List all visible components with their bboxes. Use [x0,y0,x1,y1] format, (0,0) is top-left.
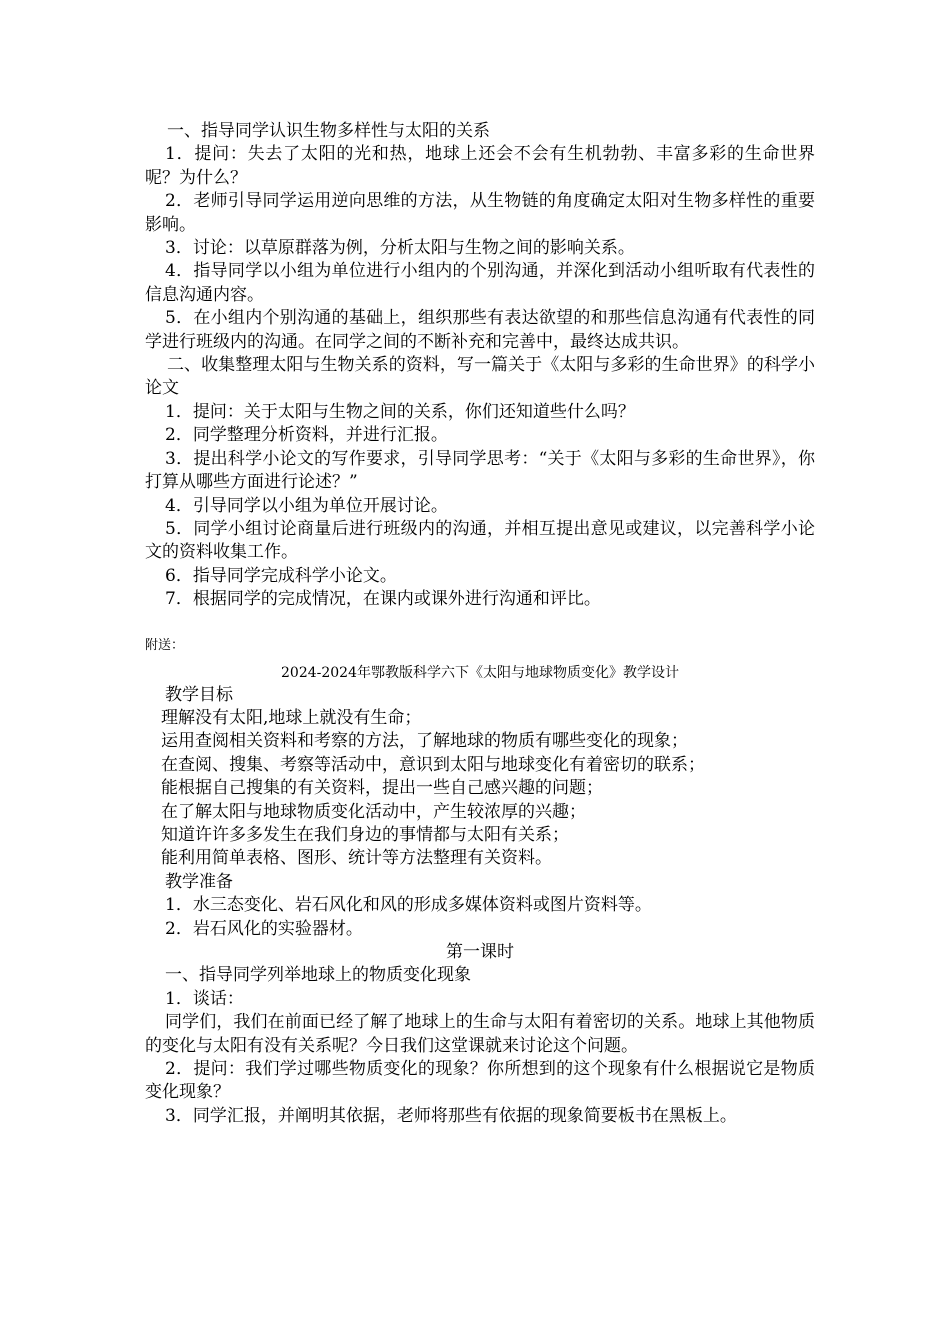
goal-item: 知道许许多多发生在我们身边的事情都与太阳有关系； [161,824,569,845]
paragraph: 1．提问：失去了太阳的光和热，地球上还会不会有生机勃勃、丰富多彩的生命世界呢？为什么？ [145,144,815,188]
goal-item: 在查阅、搜集、考察等活动中，意识到太阳与地球变化有着密切的联系； [161,754,705,775]
goal-item: 能利用简单表格、图形、统计等方法整理有关资料。 [161,848,552,869]
lesson-heading: 第一课时 [446,942,514,962]
paragraph: 7．根据同学的完成情况，在课内或课外进行沟通和评比。 [165,589,601,610]
section-heading-1: 一、指导同学认识生物多样性与太阳的关系 [167,121,490,141]
paragraph: 5．在小组内个别沟通的基础上，组织那些有表达欲望的和那些信息沟通有代表性的同学进行班级内的沟通。在同学之间的不断补充和完善中，最终达成共识。 [145,308,815,352]
document-title: 2024-2024年鄂教版科学六下《太阳与地球物质变化》教学设计 [281,664,679,681]
goal-item: 理解没有太阳,地球上就没有生命； [161,707,422,728]
prep-heading: 教学准备 [165,871,233,892]
prep-item: 2．岩石风化的实验器材。 [165,918,363,939]
paragraph: 3．讨论：以草原群落为例，分析太阳与生物之间的影响关系。 [165,238,635,259]
talk-label: 1．谈话： [165,988,244,1009]
paragraph: 6．指导同学完成科学小论文。 [165,565,397,586]
document-page [145,120,815,1128]
paragraph: 3．提出科学小论文的写作要求，引导同学思考：“关于《太阳与多彩的生命世界》，你打算从哪些方面进行论述？” [145,448,815,493]
paragraph: 4．引导同学以小组为单位开展讨论。 [165,495,448,516]
paragraph: 3．同学汇报，并阐明其依据，老师将那些有依据的现象简要板书在黑板上。 [165,1105,737,1126]
appendix-label: 附送： [145,637,185,653]
paragraph: 4．指导同学以小组为单位进行小组内的个别沟通，并深化到活动小组听取有代表性的信息沟通内容。 [145,261,815,305]
prep-item: 1．水三态变化、岩石风化和风的形成多媒体资料或图片资料等。 [165,895,652,916]
paragraph: 同学们，我们在前面已经了解了地球上的生命与太阳有着密切的关系。地球上其他物质的变化与太阳有没有关系呢？今日我们这堂课就来讨论这个问题。 [145,1012,815,1056]
goal-item: 能根据自己搜集的有关资料，提出一些自己感兴趣的问题； [161,778,603,799]
paragraph: 1．提问：关于太阳与生物之间的关系，你们还知道些什么吗？ [165,401,635,422]
section-heading-2: 二、收集整理太阳与生物关系的资料，写一篇关于《太阳与多彩的生命世界》的科学小论文 [145,355,815,399]
lesson-section-heading: 一、指导同学列举地球上的物质变化现象 [165,965,471,986]
paragraph: 5．同学小组讨论商量后进行班级内的沟通，并相互提出意见或建议，以完善科学小论文的资料收集工作。 [145,518,815,563]
goal-item: 在了解太阳与地球物质变化活动中，产生较浓厚的兴趣； [161,801,586,822]
paragraph: 2．同学整理分析资料，并进行汇报。 [165,425,448,446]
goals-heading: 教学目标 [165,684,233,705]
paragraph: 2．老师引导同学运用逆向思维的方法，从生物链的角度确定太阳对生物多样性的重要影响。 [145,191,815,235]
goal-item: 运用查阅相关资料和考察的方法，了解地球的物质有哪些变化的现象； [161,731,688,752]
paragraph: 2．提问：我们学过哪些物质变化的现象？你所想到的这个现象有什么根据说它是物质变化现象？ [145,1059,815,1103]
